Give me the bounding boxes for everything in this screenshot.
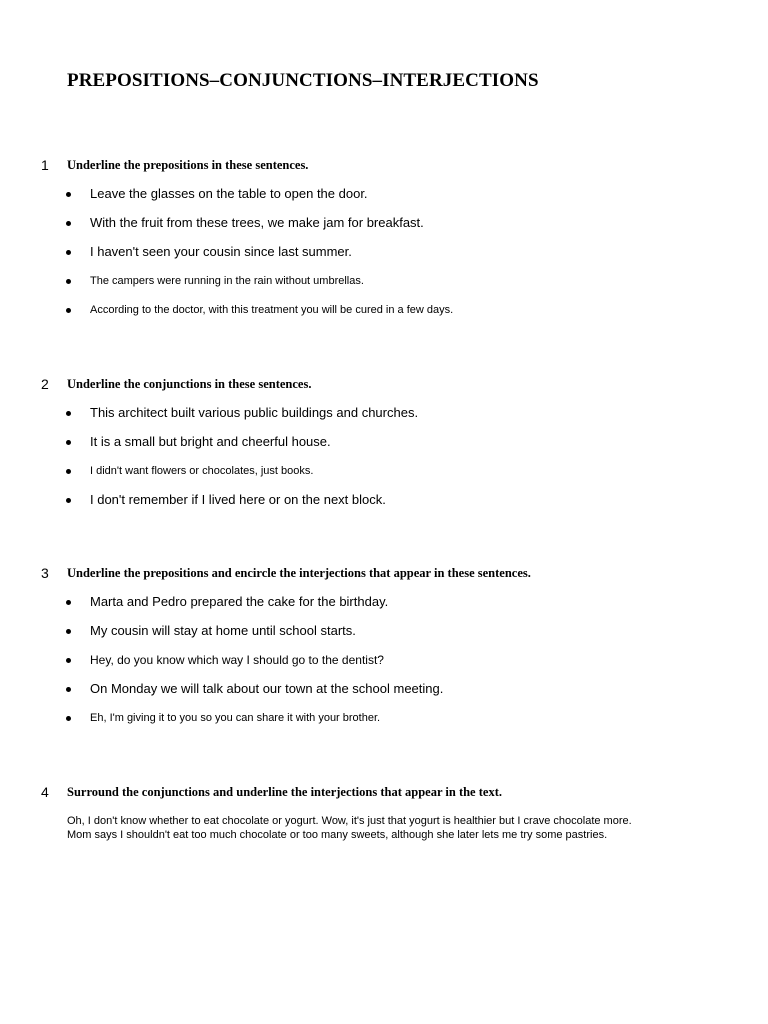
sentence-text: The campers were running in the rain without umbrellas. bbox=[90, 275, 364, 287]
bullet-icon bbox=[66, 716, 71, 721]
bullet-icon bbox=[66, 250, 71, 255]
bullet-icon bbox=[66, 308, 71, 313]
sentence-text: Leave the glasses on the table to open the door. bbox=[90, 186, 368, 201]
bullet-icon bbox=[66, 221, 71, 226]
bullet-icon bbox=[66, 411, 71, 416]
exercise-number: 1 bbox=[41, 157, 49, 173]
exercise-number: 4 bbox=[41, 784, 49, 800]
bullet-icon bbox=[66, 469, 71, 474]
sentence-text: On Monday we will talk about our town at the school meeting. bbox=[90, 681, 444, 696]
page-title: PREPOSITIONS–CONJUNCTIONS–INTERJECTIONS bbox=[67, 70, 539, 91]
bullet-icon bbox=[66, 600, 71, 605]
sentence-text: I don't remember if I lived here or on the next block. bbox=[90, 492, 386, 507]
sentence-text: My cousin will stay at home until school starts. bbox=[90, 623, 356, 638]
bullet-icon bbox=[66, 279, 71, 284]
sentence-text: Eh, I'm giving it to you so you can share it with your brother. bbox=[90, 712, 381, 724]
exercise-number: 3 bbox=[41, 565, 49, 581]
exercise-instruction: Underline the prepositions and encircle the interjections that appear in these sentences. bbox=[67, 566, 531, 580]
exercise-instruction: Surround the conjunctions and underline the interjections that appear in the text. bbox=[67, 785, 502, 799]
bullet-icon bbox=[66, 658, 71, 663]
exercise-instruction: Underline the prepositions in these sentences. bbox=[67, 158, 309, 172]
sentence-text: With the fruit from these trees, we make jam for breakfast. bbox=[90, 215, 424, 230]
sentence-text: It is a small but bright and cheerful house. bbox=[90, 434, 331, 449]
sentence-text: This architect built various public buildings and churches. bbox=[90, 405, 419, 420]
sentence-text: I haven't seen your cousin since last summer. bbox=[90, 244, 352, 259]
paragraph-line: Oh, I don't know whether to eat chocolate or yogurt. Wow, it's just that yogurt is healthier but I crave chocolate more. bbox=[67, 815, 632, 827]
paragraph-line: Mom says I shouldn't eat too much chocolate or too many sweets, although she later lets me try some pastries. bbox=[67, 829, 608, 841]
sentence-text: Hey, do you know which way I should go to the dentist? bbox=[90, 653, 384, 667]
sentence-text: According to the doctor, with this treatment you will be cured in a few days. bbox=[90, 304, 454, 316]
bullet-icon bbox=[66, 192, 71, 197]
bullet-icon bbox=[66, 687, 71, 692]
sentence-text: I didn't want flowers or chocolates, just books. bbox=[90, 465, 314, 477]
bullet-icon bbox=[66, 440, 71, 445]
sentence-text: Marta and Pedro prepared the cake for the birthday. bbox=[90, 594, 389, 609]
exercise-instruction: Underline the conjunctions in these sentences. bbox=[67, 377, 312, 391]
exercise-paragraph bbox=[67, 814, 632, 842]
exercise-number: 2 bbox=[41, 376, 49, 392]
bullet-icon bbox=[66, 498, 71, 503]
bullet-icon bbox=[66, 629, 71, 634]
